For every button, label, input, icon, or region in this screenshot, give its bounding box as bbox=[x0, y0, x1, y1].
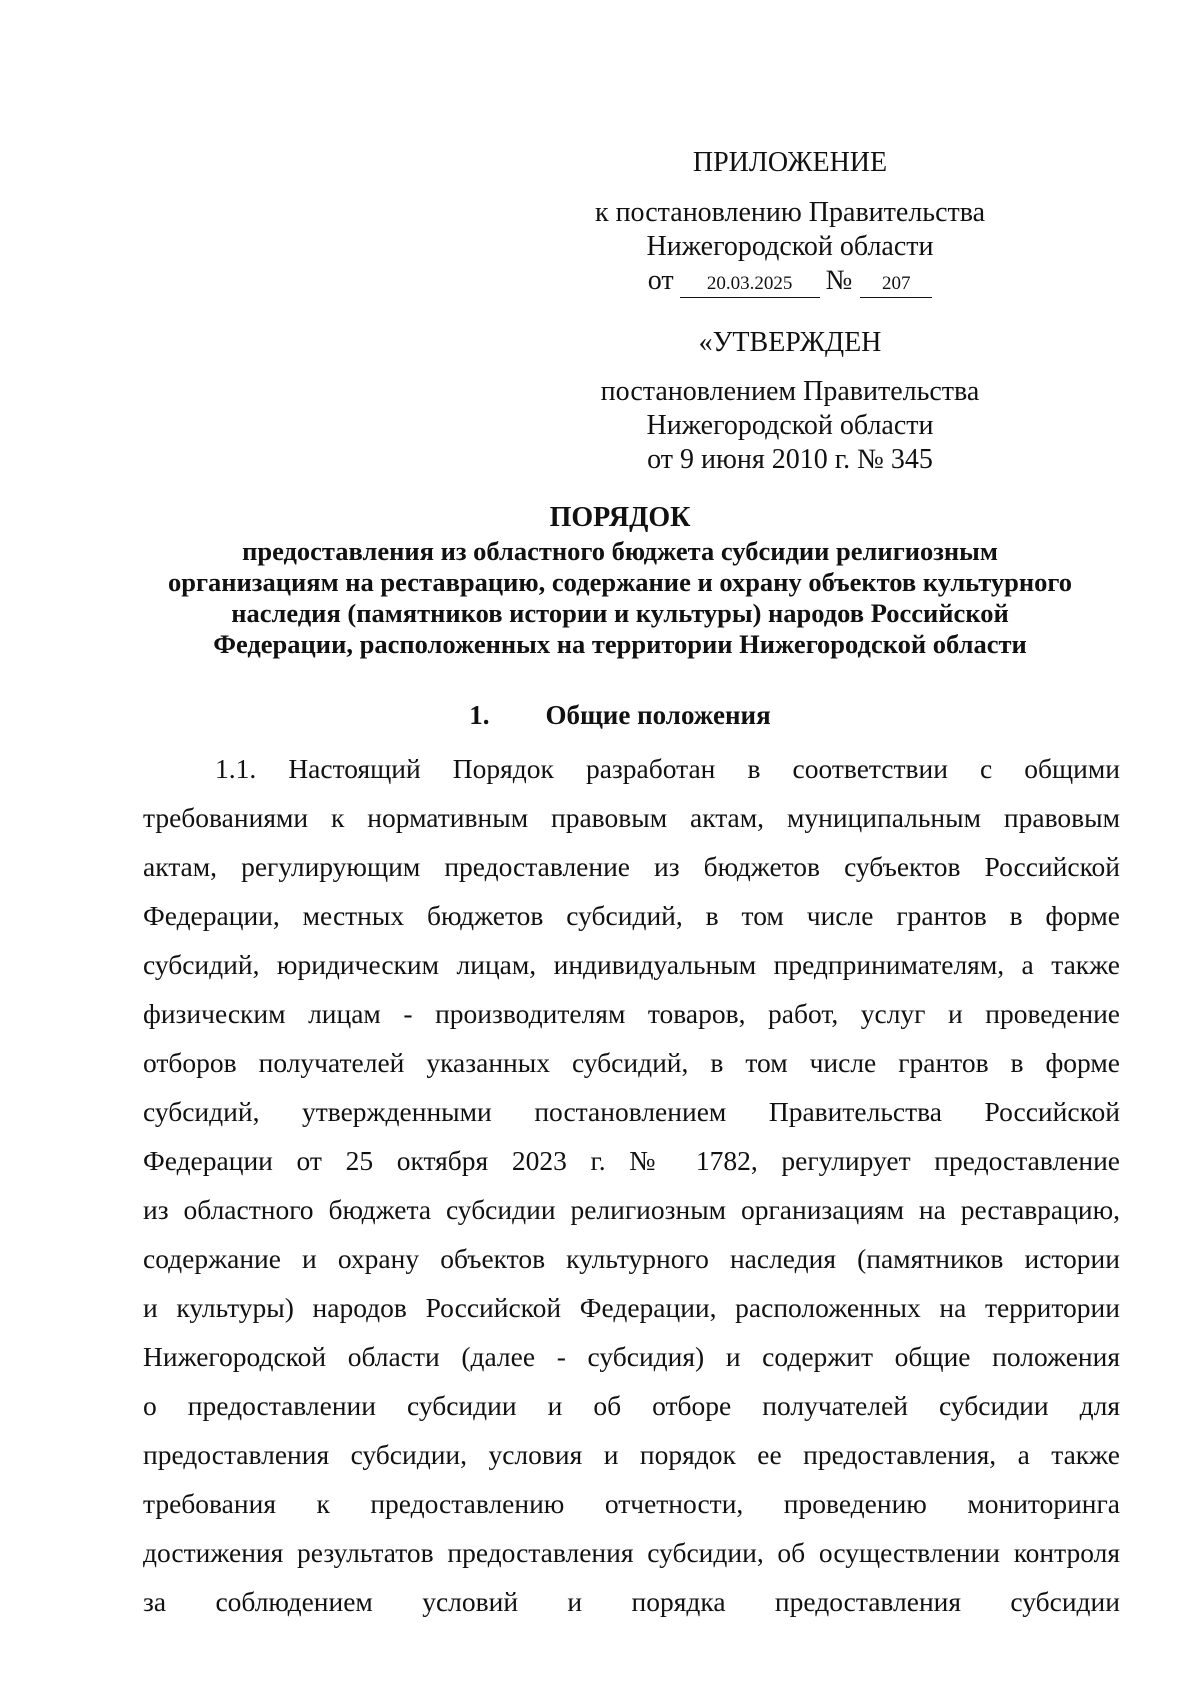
paragraph-1-1 bbox=[143, 744, 1120, 1626]
paragraph-line: требования к предоставлению отчетности, проведению мониторинга bbox=[143, 1488, 1120, 1519]
resolution-number: 207 bbox=[860, 271, 932, 298]
approved-line-1: постановлением Правительства bbox=[600, 376, 980, 407]
attachment-details bbox=[560, 196, 1020, 298]
subtitle-line: организациям на реставрацию, содержание и охрану объектов культурного bbox=[168, 567, 1072, 597]
approved-line-2: Нижегородской области bbox=[646, 410, 934, 441]
paragraph-line: и культуры) народов Российской Федерации, расположенных на территории bbox=[143, 1292, 1120, 1323]
paragraph-line: субсидий, утвержденными постановлением Правительства Российской bbox=[143, 1096, 1120, 1127]
section-number: 1. bbox=[469, 700, 490, 730]
attachment-line-2: Нижегородской области bbox=[646, 231, 934, 262]
paragraph-line: Нижегородской области (далее - субсидия) и содержит общие положения bbox=[143, 1341, 1120, 1372]
approved-title: «УТВЕРЖДЕН bbox=[698, 327, 882, 358]
paragraph-line: отборов получателей указанных субсидий, в том числе грантов в форме bbox=[143, 1047, 1120, 1078]
paragraph-line: достижения результатов предоставления субсидии, об осуществлении контроля bbox=[143, 1537, 1120, 1568]
paragraph-line: субсидий, юридическим лицам, индивидуальным предпринимателям, а также bbox=[143, 949, 1120, 980]
paragraph-line: 1.1. Настоящий Порядок разработан в соответствии с общими bbox=[215, 753, 1120, 784]
resolution-date: 20.03.2025 bbox=[680, 271, 820, 298]
section-title: Общие положения bbox=[545, 700, 771, 730]
attachment-date-line bbox=[560, 264, 1020, 298]
paragraph-line: содержание и охрану объектов культурного наследия (памятников истории bbox=[143, 1243, 1120, 1274]
from-label: от bbox=[647, 265, 674, 296]
paragraph-line: предоставления субсидии, условия и порядок ее предоставления, а также bbox=[143, 1439, 1120, 1470]
section-heading bbox=[120, 698, 1120, 732]
paragraph-line: Федерации, местных бюджетов субсидий, в том числе грантов в форме bbox=[143, 900, 1120, 931]
attachment-line-1: к постановлению Правительства bbox=[594, 197, 986, 228]
number-sign: № bbox=[825, 265, 853, 296]
document-subtitle bbox=[120, 536, 1120, 660]
approved-details bbox=[560, 375, 1020, 477]
paragraph-line: о предоставлении субсидии и об отборе получателей субсидии для bbox=[143, 1390, 1120, 1421]
paragraph-line: Федерации от 25 октября 2023 г. № 1782, регулирует предоставление bbox=[143, 1145, 1120, 1176]
paragraph-line: физическим лицам - производителям товаров, работ, услуг и проведение bbox=[143, 998, 1120, 1029]
approved-line-3: от 9 июня 2010 г. № 345 bbox=[647, 444, 933, 475]
attachment-title: ПРИЛОЖЕНИЕ bbox=[692, 147, 888, 178]
paragraph-line: из областного бюджета субсидии религиозным организациям на реставрацию, bbox=[143, 1194, 1120, 1225]
paragraph-line: актам, регулирующим предоставление из бюджетов субъектов Российской bbox=[143, 851, 1120, 882]
subtitle-line: наследия (памятников истории и культуры) народов Российской bbox=[231, 598, 1009, 628]
paragraph-line: требованиями к нормативным правовым актам, муниципальным правовым bbox=[143, 802, 1120, 833]
paragraph-line: за соблюдением условий и порядка предоставления субсидии bbox=[143, 1586, 1120, 1617]
subtitle-line: Федерации, расположенных на территории Нижегородской области bbox=[213, 629, 1027, 659]
subtitle-line: предоставления из областного бюджета субсидии религиозным bbox=[242, 536, 998, 566]
document-title: ПОРЯДОК bbox=[549, 502, 691, 533]
